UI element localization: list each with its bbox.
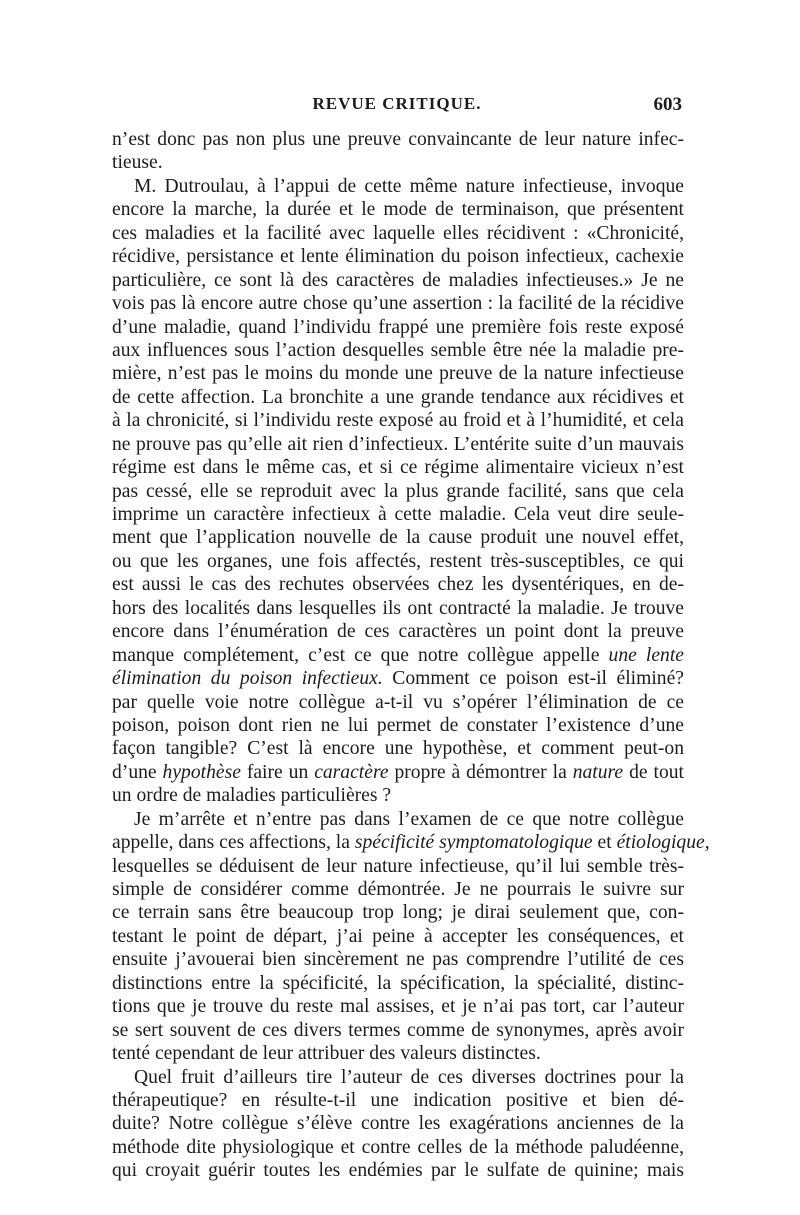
text-line <box>112 597 684 620</box>
text-line <box>112 222 684 245</box>
text-line <box>112 620 684 643</box>
line-text: ces maladies et la facilité avec laquelle elles récidivent : «Chronicité, <box>112 222 684 244</box>
text-line <box>112 503 684 526</box>
text-line <box>112 292 684 315</box>
line-text: distinctions entre la spécificité, la spécification, la spécialité, distinc- <box>112 972 684 994</box>
text-line <box>112 878 684 901</box>
text-line <box>112 550 684 573</box>
line-text: faire un <box>240 761 315 783</box>
line-text: thérapeutique? en résulte-t-il une indication positive et bien dé- <box>112 1089 684 1111</box>
line-text: manque complétement, c’est ce que notre collègue appelle <box>112 644 609 666</box>
line-text: testant le point de départ, j’ai peine à accepter les conséquences, et <box>112 925 684 947</box>
text-line <box>112 245 684 268</box>
running-title: REVUE CRITIQUE. <box>312 94 482 113</box>
line-text: Je m’arrête et n’entre pas dans l’examen de ce que notre collègue <box>134 808 684 830</box>
line-text: ne prouve pas qu’elle ait rien d’infectieux. L’entérite suite d’un mauvais <box>112 433 684 455</box>
text-line <box>112 409 684 432</box>
text-line <box>112 456 684 479</box>
text-line <box>112 128 684 151</box>
line-text: méthode dite physiologique et contre celles de la méthode paludéenne, <box>112 1136 684 1158</box>
line-text: simple de considérer comme démontrée. Je ne pourrais le suivre sur <box>112 879 684 900</box>
text-line <box>112 831 710 854</box>
line-text: tions que je trouve du reste mal assises, et je n’ai pas tort, car l’auteur <box>112 996 684 1018</box>
italic-term: élimination du poison infectieux. <box>112 668 383 690</box>
line-text: Quel fruit d’ailleurs tire l’auteur de ces diverses doctrines pour la <box>134 1066 684 1088</box>
italic-term: spécificité symptomatologique <box>354 832 593 854</box>
text-line <box>112 855 684 878</box>
line-text: lesquelles se déduisent de leur nature infectieuse, qu’il lui semble très- <box>112 855 684 877</box>
page-number: 603 <box>653 94 682 115</box>
line-text: hors des localités dans lesquelles ils ont contracté la maladie. Je trouve <box>112 597 684 619</box>
line-text: régime est dans le même cas, et si ce régime alimentaire vicieux n’est <box>112 457 684 479</box>
italic-term: caractère <box>314 761 389 783</box>
text-line <box>112 362 684 385</box>
line-text: est aussi le cas des rechutes observées chez les dysentériques, en de- <box>112 574 684 596</box>
page-header <box>112 94 682 122</box>
line-text: imprime un caractère infectieux à cette maladie. Cela veut dire seule- <box>112 504 684 525</box>
text-line <box>112 737 684 760</box>
line-text: un ordre de maladies particulières ? <box>112 785 392 807</box>
text-line <box>112 761 684 784</box>
text-line <box>112 1112 684 1135</box>
text-line <box>112 972 684 995</box>
line-text: d’une maladie, quand l’individu frappé une première fois reste exposé <box>112 316 684 338</box>
text-line <box>112 480 684 503</box>
italic-term: hypothèse <box>162 761 241 783</box>
line-text: tenté cependant de leur attribuer des valeurs distinctes. <box>112 1043 541 1065</box>
line-text: pas cessé, elle se reproduit avec la plus grande facilité, sans que cela <box>112 480 684 502</box>
line-text: se sert souvent de ces divers termes comme de synonymes, après avoir <box>112 1019 684 1041</box>
text-line <box>112 1159 684 1182</box>
line-text: ce terrain sans être beaucoup trop long; je dirai seulement que, con- <box>112 902 684 924</box>
text-line <box>112 644 684 667</box>
line-text: par quelle voie notre collègue a-t-il vu s’opérer l’élimination de ce <box>112 691 684 713</box>
text-line <box>112 808 684 831</box>
line-text: qui croyait guérir toutes les endémies par le sulfate de quinine; mais <box>112 1160 684 1182</box>
line-text: de cette affection. La bronchite a une grande tendance aux récidives et <box>112 386 684 408</box>
text-line <box>112 269 684 292</box>
text-line <box>112 1089 684 1112</box>
text-line <box>112 691 684 714</box>
text-line <box>112 1019 684 1042</box>
line-text: encore dans l’énumération de ces caractères un point dont la preuve <box>112 621 684 643</box>
line-text: et <box>592 832 617 854</box>
text-line <box>112 151 684 174</box>
line-text: duite? Notre collègue s’élève contre les exagérations anciennes de la <box>112 1113 684 1135</box>
line-text: Comment ce poison est-il éliminé? <box>382 668 684 690</box>
line-text: façon tangible? C’est là encore une hypothèse, et comment peut-on <box>112 738 684 760</box>
text-line <box>112 1136 684 1159</box>
text-line <box>112 925 684 948</box>
text-line <box>112 948 684 971</box>
line-text: ment que l’application nouvelle de la cause produit une nouvel effet, <box>112 527 684 549</box>
line-text: encore la marche, la durée et le mode de terminaison, que présentent <box>112 199 684 221</box>
line-text: poison, poison dont rien ne lui permet de constater l’existence d’une <box>112 714 684 736</box>
italic-term: une lente <box>608 644 684 666</box>
line-text: mière, n’est pas le moins du monde une preuve de la nature infectieuse <box>112 363 684 385</box>
line-text: n’est donc pas non plus une preuve convaincante de leur nature infec- <box>112 129 684 150</box>
text-line <box>112 316 684 339</box>
line-text: M. Dutroulau, à l’appui de cette même nature infectieuse, invoque <box>134 175 684 197</box>
text-line <box>112 901 684 924</box>
text-line <box>112 784 684 807</box>
line-text: à la chronicité, si l’individu reste exposé au froid et à l’humidité, et cela <box>112 410 684 432</box>
text-line <box>112 526 684 549</box>
body-text <box>112 128 710 1183</box>
line-text: appelle, dans ces affections, la <box>112 832 355 854</box>
line-text: propre à démontrer la <box>388 761 573 783</box>
line-text: aux influences sous l’action desquelles semble être née la maladie pre- <box>112 339 684 361</box>
line-text: particulière, ce sont là des caractères de maladies infectieuses.» Je ne <box>112 269 684 291</box>
text-line <box>112 1066 684 1089</box>
line-text: ensuite j’avouerai bien sincèrement ne pas comprendre l’utilité de ces <box>112 949 684 971</box>
line-text: vois pas là encore autre chose qu’une assertion : la facilité de la récidive <box>112 293 684 315</box>
line-text: de tout <box>623 761 684 783</box>
text-line <box>112 339 684 362</box>
text-line <box>112 995 684 1018</box>
italic-term: étiologique, <box>616 832 710 854</box>
text-line <box>112 175 684 198</box>
text-line <box>112 433 684 456</box>
text-line <box>112 714 684 737</box>
line-text: d’une <box>112 761 163 783</box>
line-text: récidive, persistance et lente élimination du poison infectieux, cachexie <box>112 246 684 268</box>
text-line <box>112 573 684 596</box>
line-text: tieuse. <box>112 152 163 174</box>
text-line <box>112 1042 684 1065</box>
text-line <box>112 386 684 409</box>
italic-term: nature <box>572 761 624 783</box>
line-text: ou que les organes, une fois affectés, restent très-susceptibles, ce qui <box>112 550 684 572</box>
text-line <box>112 667 684 690</box>
text-line <box>112 198 684 221</box>
